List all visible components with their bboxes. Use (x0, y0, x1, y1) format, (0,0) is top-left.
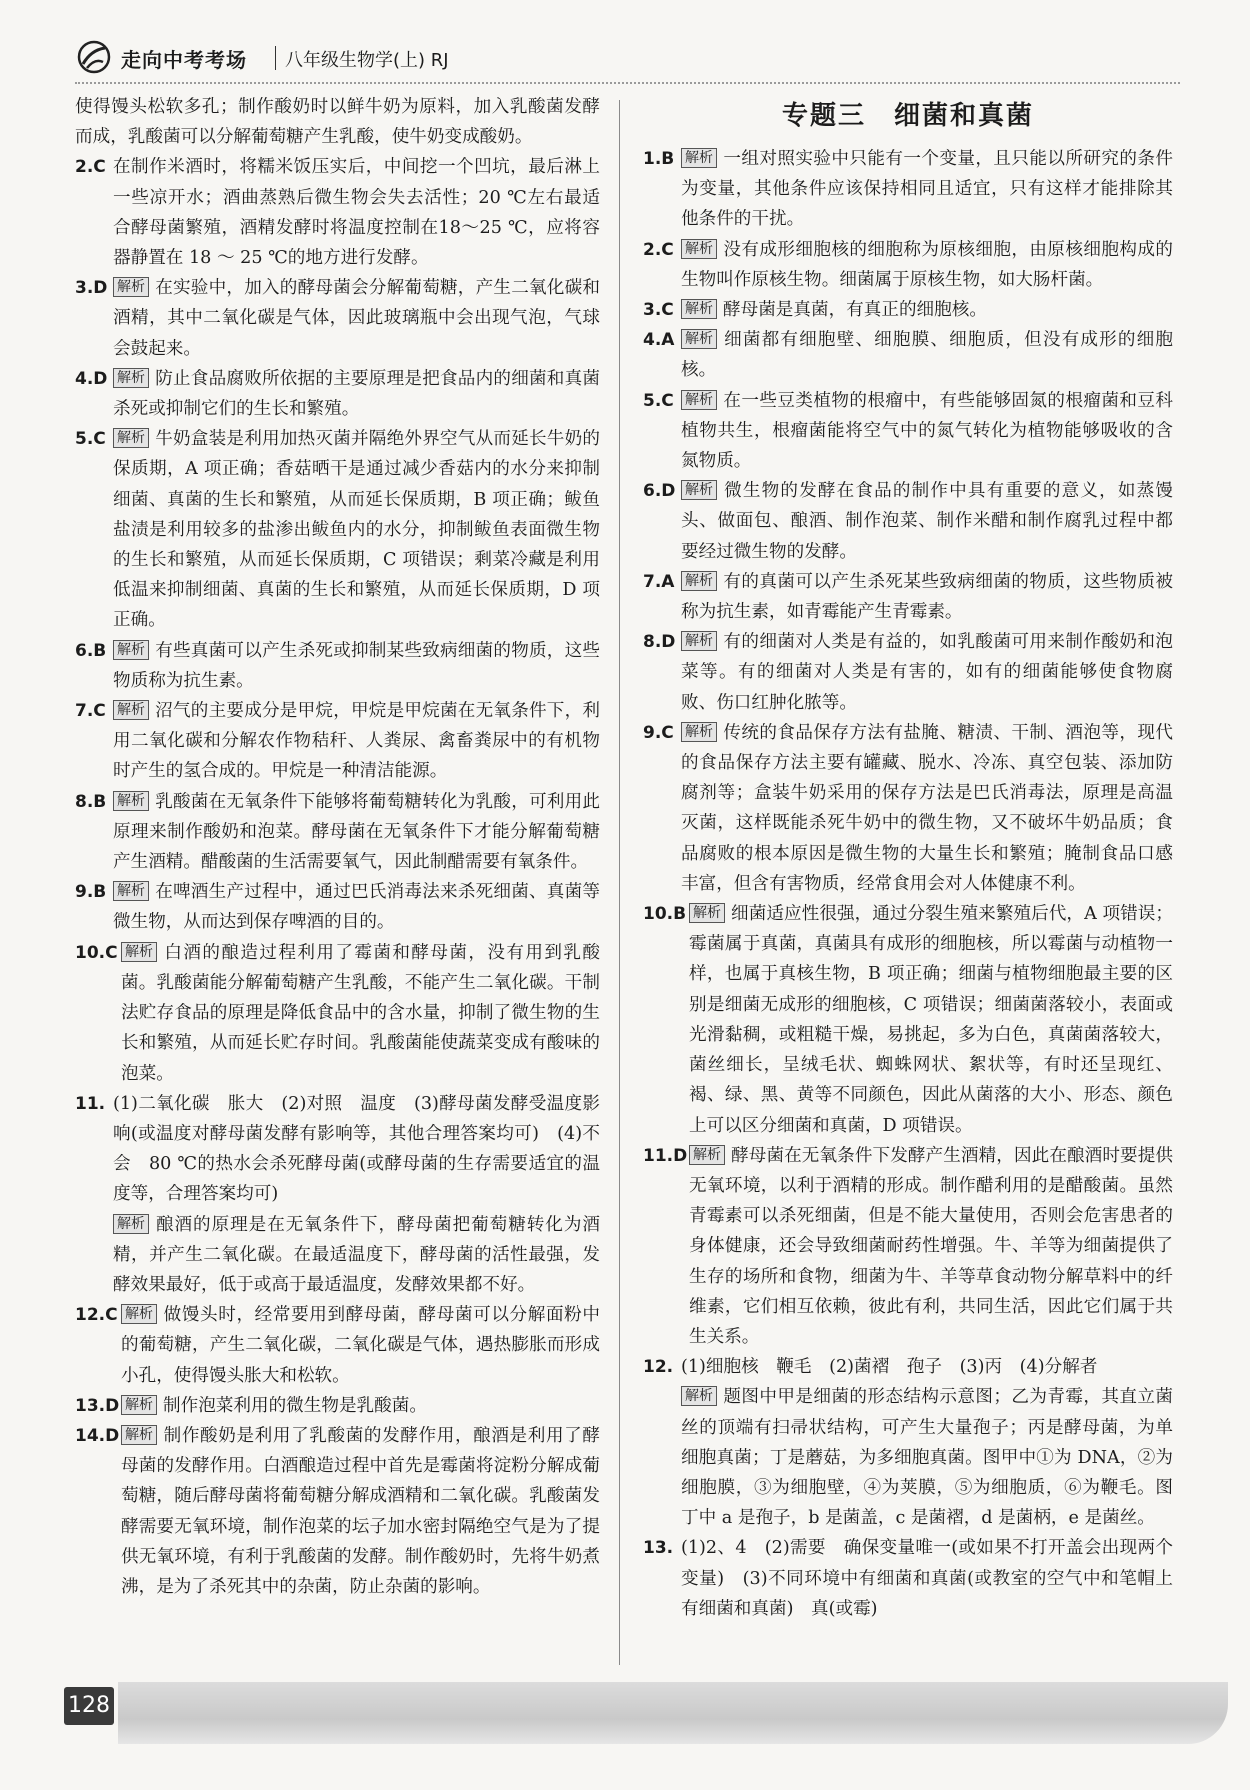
answer-text: 在实验中，加入的酵母菌会分解葡萄糖，产生二氧化碳和酒精，其中二氧化碳是气体，因此玻璃瓶中会出现气泡，气球会鼓起来。 (113, 278, 600, 359)
answer-text: 在制作米酒时，将糯米饭压实后，中间挖一个凹坑，最后淋上一些凉开水；酒曲蒸熟后微生物会失去活性；20 ℃左右最适合酵母菌繁殖，酒精发酵时将温度控制在18～25 ℃，应将容器静置在 18 ～ 25 ℃的地方进行发酵。 (113, 157, 600, 269)
answer-item (643, 476, 1173, 567)
analysis-tag: 解析 (121, 1395, 157, 1415)
answer-item (643, 325, 1173, 385)
answer-text: (1)二氧化碳 胀大 (2)对照 温度 (3)酵母菌发酵受温度影响(或温度对酵母菌发酵有影响等，其他合理答案均可) (4)不会 80 ℃的热水会杀死酵母菌(或酵母菌的生存需要适宜的温度等，合理答案均可) (113, 1093, 600, 1205)
answer-text: 传统的食品保存方法有盐腌、糖渍、干制、酒泡等，现代的食品保存方法主要有罐藏、脱水、冷冻、真空包装、添加防腐剂等；盒装牛奶采用的保存方法是巴氏消毒法，原理是高温灭菌，这样既能杀死牛奶中的微生物，又不破坏牛奶品质；食品腐败的根本原因是微生物的大量生长和繁殖；腌制食品口感丰富，但含有害物质，经常食用会对人体健康不利。 (681, 722, 1173, 894)
analysis-tag: 解析 (113, 700, 149, 720)
answer-item (643, 1352, 1173, 1533)
answer-text: 有些真菌可以产生杀死或抑制某些致病细菌的物质，这些物质称为抗生素。 (113, 640, 600, 691)
answer-item (75, 696, 600, 787)
answer-number: 6.D (643, 481, 676, 502)
answer-number: 6.B (75, 640, 107, 661)
continued-text: 使得馒头松软多孔；制作酸奶时以鲜牛奶为原料，加入乳酸菌发酵而成，乳酸菌可以分解葡萄糖产生乳酸，使牛奶变成酸奶。 (75, 97, 600, 148)
answer-text: 白酒的酿造过程利用了霉菌和酵母菌，没有用到乳酸菌。乳酸菌能分解葡萄糖产生乳酸，不能产生二氧化碳。干制法贮存食品的原理是降低食品中的含水量，抑制了微生物的生长和繁殖，从而延长贮存时间。乳酸菌能使蔬菜变成有酸味的泡菜。 (121, 942, 600, 1084)
answer-number: 4.D (75, 368, 108, 389)
answer-text: 在啤酒生产过程中，通过巴氏消毒法来杀死细菌、真菌等微生物，从而达到保存啤酒的目的。 (113, 882, 600, 933)
answer-number: 8.B (75, 791, 107, 812)
analysis-tag: 解析 (681, 722, 717, 742)
analysis-tag: 解析 (681, 631, 717, 651)
answer-text: 防止食品腐败所依据的主要原理是把食品内的细菌和真菌杀死或抑制它们的生长和繁殖。 (113, 368, 600, 420)
answer-text: 微生物的发酵在食品的制作中具有重要的意义，如蒸馒头、做面包、酿酒、制作泡菜、制作米醋和制作腐乳过程中都要经过微生物的发酵。 (681, 481, 1173, 562)
answer-number: 1.B (643, 149, 675, 169)
answer-item (75, 787, 600, 878)
answer-text: 在一些豆类植物的根瘤中，有些能够固氮的根瘤菌和豆科植物共生，根瘤菌能将空气中的氮气转化为植物能够吸收的含氮物质。 (681, 390, 1173, 472)
section-title: 专题三 细菌和真菌 (781, 101, 1034, 131)
analysis-tag: 解析 (113, 428, 149, 448)
answer-text: 有的真菌可以产生杀死某些致病细菌的物质，这些物质被称为抗生素，如青霉能产生青霉素。 (681, 571, 1173, 623)
analysis-tag: 解析 (689, 1145, 725, 1165)
answer-number: 4.A (643, 330, 675, 351)
footer-band (118, 1682, 1228, 1744)
answer-number: 11. (75, 1093, 106, 1114)
answer-item (643, 386, 1173, 477)
answer-item (643, 1533, 1173, 1624)
analysis-tag: 解析 (689, 903, 725, 923)
analysis-tag: 解析 (681, 148, 717, 168)
answer-text: 酵母菌在无氧条件下发酵产生酒精，因此在酿酒时要提供无氧环境，以利于酒精的形成。制作醋利用的是醋酸菌。虽然青霉素可以杀死细菌，但是不能大量使用，否则会危害患者的身体健康，还会导致细菌耐药性增强。牛、羊等为细菌提供了生存的场所和食物，细菌为牛、羊等草食动物分解草料中的纤维素，它们相互依赖，彼此有利，共同生活，因此它们属于共生关系。 (689, 1145, 1173, 1347)
answer-number: 10.B (643, 904, 687, 925)
analysis-tag: 解析 (681, 390, 717, 410)
column-divider (619, 100, 620, 1665)
answer-item (643, 295, 1173, 325)
analysis-text: 题图中甲是细菌的形态结构示意图；乙为青霉，其直立菌丝的顶端有扫帚状结构，可产生大量孢子；丙是酵母菌，为单细胞真菌；丁是蘑菇，为多细胞真菌。图甲中①为 DNA，②为细胞膜，③为细胞壁，④为荚膜，⑤为细胞质，⑥为鞭毛。图丁中 a 是孢子，b 是菌盖，c 是菌褶，d 是菌柄，e 是菌丝。 (681, 1387, 1173, 1529)
analysis-tag: 解析 (121, 1304, 157, 1324)
analysis-tag: 解析 (113, 1214, 149, 1234)
answer-text: 牛奶盒装是利用加热灭菌并隔绝外界空气从而延长牛奶的保质期，A 项正确；香菇晒干是通过减少香菇内的水分来抑制细菌、真菌的生长和繁殖，从而延长保质期，B 项正确；鲅鱼盐渍是利用较多的盐渗出鲅鱼内的水分，抑制鲅鱼表面微生物的生长和繁殖，从而延长保质期，C 项错误；剩菜冷藏是利用低温来抑制细菌、真菌的生长和繁殖，从而延长保质期，D 项正确。 (113, 429, 600, 631)
analysis-tag: 解析 (681, 239, 717, 259)
answer-item (643, 235, 1173, 295)
answer-number: 13. (643, 1538, 674, 1559)
answer-text: 细菌适应性很强，通过分裂生殖来繁殖后代，A 项错误；霉菌属于真菌，真菌具有成形的细胞核，所以霉菌与动植物一样，也属于真核生物，B 项正确；细菌与植物细胞最主要的区别是细菌无成形的细胞核，C 项错误；细菌菌落较小，表面或光滑黏稠，或粗糙干燥，易挑起，多为白色，真菌菌落较大，菌丝细长，呈绒毛状、蜘蛛网状、絮状等，有时还呈现红、褐、绿、黑、黄等不同颜色，因此从菌落的大小、形态、颜色上可以区分细菌和真菌，D 项错误。 (689, 904, 1173, 1136)
page-header (75, 38, 1180, 84)
answer-item (643, 144, 1173, 235)
answer-item (75, 636, 600, 696)
answer-item (75, 1421, 600, 1602)
answer-text: 沼气的主要成分是甲烷，甲烷是甲烷菌在无氧条件下，利用二氧化碳和分解农作物秸秆、人粪尿、禽畜粪尿中的有机物时产生的氢合成的。甲烷是一种清洁能源。 (113, 701, 600, 782)
answer-number: 13.D (75, 1395, 120, 1416)
analysis-tag: 解析 (681, 571, 717, 591)
answer-item (643, 627, 1173, 718)
answer-number: 14.D (75, 1425, 120, 1446)
logo-icon (77, 40, 111, 74)
analysis-tag: 解析 (113, 277, 149, 297)
analysis-paragraph (113, 1210, 600, 1301)
answer-text: (1)细胞核 鞭毛 (2)菌褶 孢子 (3)丙 (4)分解者 (681, 1357, 1098, 1378)
analysis-tag: 解析 (121, 942, 157, 962)
answer-number: 2.C (75, 157, 106, 178)
analysis-tag: 解析 (113, 791, 149, 811)
answer-item (75, 1089, 600, 1300)
answer-item (75, 364, 600, 424)
answer-number: 11.D (643, 1145, 688, 1166)
answer-text: 有的细菌对人类是有益的，如乳酸菌可用来制作酸奶和泡菜等。有的细菌对人类是有害的，如有的细菌能够使食物腐败、伤口红肿化脓等。 (681, 632, 1173, 713)
analysis-tag: 解析 (681, 299, 717, 319)
answer-number: 8.D (643, 632, 676, 653)
answer-number: 3.C (643, 300, 674, 321)
header-divider (275, 46, 276, 70)
answer-number: 9.C (643, 722, 674, 743)
answer-text: 做馒头时，经常要用到酵母菌，酵母菌可以分解面粉中的葡萄糖，产生二氧化碳，二氧化碳是气体，遇热膨胀而形成小孔，使得馒头胀大和松软。 (121, 1305, 600, 1386)
answer-text: 酵母菌是真菌，有真正的细胞核。 (723, 300, 987, 321)
answer-number: 12.C (75, 1305, 118, 1326)
answer-item (75, 424, 600, 635)
left-column (75, 92, 600, 1602)
answer-text: (1)2、4 (2)需要 确保变量唯一(或如果不打开盖会出现两个变量) (3)不同环境中有细菌和真菌(或教室的空气中和笔帽上有细菌和真菌) 真(或霉) (681, 1538, 1173, 1619)
answer-item (75, 1300, 600, 1391)
page-number: 128 (64, 1687, 114, 1725)
answer-number: 5.C (75, 429, 106, 450)
answer-item (75, 938, 600, 1089)
answer-item (75, 152, 600, 273)
analysis-tag: 解析 (113, 640, 149, 660)
answer-item (643, 567, 1173, 627)
left-answer-list (75, 152, 600, 1602)
analysis-tag: 解析 (113, 881, 149, 901)
answer-item (75, 1391, 600, 1421)
analysis-tag: 解析 (681, 1386, 717, 1406)
answer-number: 10.C (75, 942, 118, 963)
analysis-tag: 解析 (681, 329, 717, 349)
answer-item (75, 877, 600, 937)
answer-number: 9.B (75, 882, 107, 903)
analysis-tag: 解析 (113, 368, 149, 388)
answer-number: 7.A (643, 571, 675, 592)
analysis-text: 酿酒的原理是在无氧条件下，酵母菌把葡萄糖转化为酒精，并产生二氧化碳。在最适温度下，酵母菌的活性最强，发酵效果最好，低于或高于最适温度，发酵效果都不好。 (113, 1214, 600, 1295)
book-subtitle: 八年级生物学(上) RJ (285, 50, 449, 71)
answer-text: 一组对照实验中只能有一个变量，且只能以所研究的条件为变量，其他条件应该保持相同且适宜，只有这样才能排除其他条件的干扰。 (681, 149, 1173, 230)
answer-number: 12. (643, 1357, 674, 1378)
answer-number: 7.C (75, 701, 106, 722)
answer-item (643, 1141, 1173, 1352)
analysis-tag: 解析 (121, 1425, 157, 1445)
right-answer-list (643, 144, 1173, 1624)
answer-item (643, 718, 1173, 899)
answer-text: 制作泡菜利用的微生物是乳酸菌。 (163, 1395, 427, 1416)
answer-number: 2.C (643, 239, 674, 260)
answer-text: 乳酸菌在无氧条件下能够将葡萄糖转化为乳酸，可利用此原理来制作酸奶和泡菜。酵母菌在无氧条件下才能分解葡萄糖产生酒精。醋酸菌的生活需要氧气，因此制醋需要有氧条件。 (113, 791, 600, 873)
answer-item (643, 899, 1173, 1141)
analysis-tag: 解析 (681, 480, 717, 500)
answer-text: 没有成形细胞核的细胞称为原核细胞，由原核细胞构成的生物叫作原核生物。细菌属于原核生物，如大肠杆菌。 (681, 239, 1173, 290)
answer-text: 制作酸奶是利用了乳酸菌的发酵作用，酿酒是利用了酵母菌的发酵作用。白酒酿造过程中首先是霉菌将淀粉分解成葡萄糖，随后酵母菌将葡萄糖分解成酒精和二氧化碳。乳酸菌发酵需要无氧环境，制作泡菜的坛子加水密封隔绝空气是为了提供无氧环境，有利于乳酸菌的发酵。制作酸奶时，先将牛奶煮沸，是为了杀死其中的杂菌，防止杂菌的影响。 (121, 1425, 600, 1597)
analysis-paragraph (681, 1382, 1173, 1533)
answer-number: 5.C (643, 390, 674, 411)
answer-item (75, 273, 600, 364)
answer-text: 细菌都有细胞壁、细胞膜、细胞质，但没有成形的细胞核。 (681, 330, 1173, 381)
book-title: 走向中考考场 (121, 48, 247, 72)
right-column (643, 92, 1173, 1624)
answer-number: 3.D (75, 278, 108, 299)
